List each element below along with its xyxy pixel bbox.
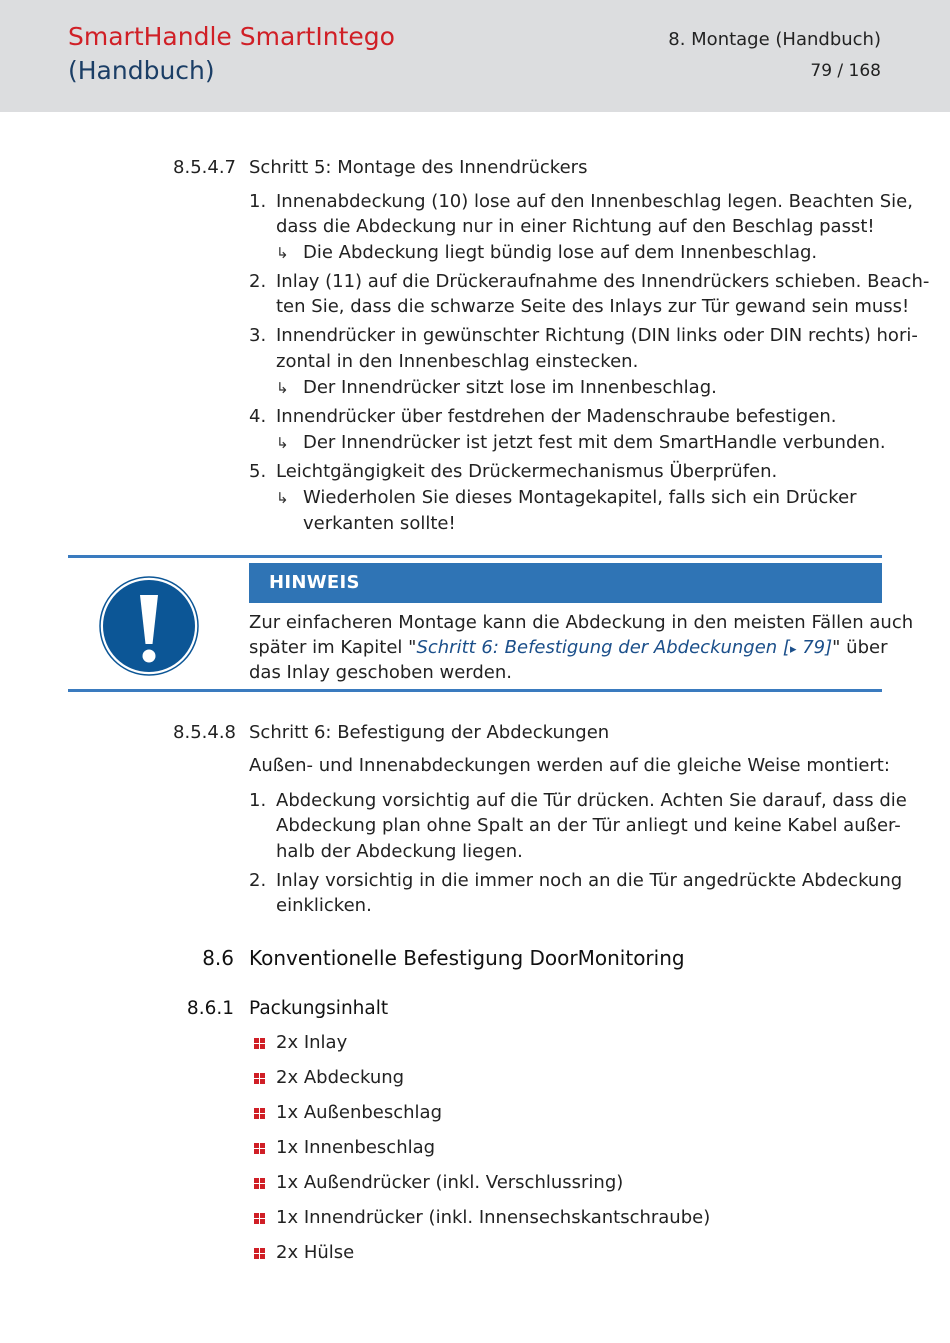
brand-subtitle: (Handbuch) (68, 56, 215, 85)
step-result: verkanten sollte! (303, 513, 456, 534)
red-bullet-icon (254, 1248, 265, 1259)
note-text-part: später im Kapitel " (249, 637, 417, 658)
package-item: 2x Abdeckung (276, 1067, 405, 1088)
red-bullet-icon (254, 1073, 265, 1084)
note-text-part: " über (832, 637, 888, 658)
package-item: 1x Innendrücker (inkl. Innensechskantschraube) (276, 1207, 711, 1228)
step-text: Inlay vorsichtig in die immer noch an die Tür angedrückte Abdeckung (276, 870, 903, 891)
red-bullet-icon (254, 1108, 265, 1119)
note-bottom-rule (68, 689, 882, 692)
chapter-link-label: Schritt 6: Befestigung der Abdeckungen [ (416, 637, 790, 658)
brand-title: SmartHandle SmartIntego (68, 22, 395, 51)
section-number: 8.5.4.8 (173, 722, 236, 743)
subheading-title: Packungsinhalt (249, 998, 389, 1019)
section-number: 8.5.4.7 (173, 157, 236, 178)
package-item: 1x Innenbeschlag (276, 1137, 436, 1158)
heading-title: Konventionelle Befestigung DoorMonitoring (249, 946, 685, 970)
step-text: zontal in den Innenbeschlag einstecken. (276, 351, 639, 372)
step-number: 2. (249, 271, 267, 292)
red-bullet-icon (254, 1178, 265, 1189)
step-text: einklicken. (276, 895, 372, 916)
section-title: Schritt 5: Montage des Innendrückers (249, 157, 588, 178)
step-number: 5. (249, 461, 267, 482)
step-result: Der Innendrücker ist jetzt fest mit dem SmartHandle verbunden. (303, 432, 886, 453)
red-bullet-icon (254, 1038, 265, 1049)
step-text: Abdeckung plan ohne Spalt an der Tür anliegt und keine Kabel außer- (276, 815, 901, 836)
page-header (0, 0, 950, 112)
step-text: Innendrücker in gewünschter Richtung (DIN links oder DIN rechts) hori- (276, 325, 918, 346)
step-number: 4. (249, 406, 267, 427)
note-header (249, 563, 882, 603)
page-arrow-icon: ▸ (789, 642, 797, 657)
step-number: 1. (249, 191, 267, 212)
step-text: Abdeckung vorsichtig auf die Tür drücken. Achten Sie darauf, dass die (276, 790, 907, 811)
chapter-title: 8. Montage (Handbuch) (668, 29, 881, 50)
note-text: das Inlay geschoben werden. (249, 662, 513, 683)
heading-number: 8.6 (202, 946, 234, 970)
section-title: Schritt 6: Befestigung der Abdeckungen (249, 722, 610, 743)
package-item: 2x Hülse (276, 1242, 355, 1263)
note-text (249, 637, 887, 658)
note-title: HINWEIS (269, 572, 360, 593)
note-top-rule (68, 555, 882, 558)
package-item: 1x Außendrücker (inkl. Verschlussring) (276, 1172, 624, 1193)
step-text: dass die Abdeckung nur in einer Richtung auf den Beschlag passt! (276, 216, 875, 237)
step-result: Der Innendrücker sitzt lose im Innenbeschlag. (303, 377, 717, 398)
result-arrow-icon: ↳ (276, 244, 289, 262)
page-number: 79 / 168 (810, 61, 881, 81)
result-arrow-icon: ↳ (276, 434, 289, 452)
red-bullet-icon (254, 1213, 265, 1224)
step-text: Innendrücker über festdrehen der Madenschraube befestigen. (276, 406, 837, 427)
result-arrow-icon: ↳ (276, 379, 289, 397)
subheading-number: 8.6.1 (186, 998, 234, 1019)
section-intro: Außen- und Innenabdeckungen werden auf die gleiche Weise montiert: (249, 755, 890, 776)
step-result: Wiederholen Sie dieses Montagekapitel, falls sich ein Drücker (303, 487, 857, 508)
chapter-link[interactable] (416, 637, 832, 658)
step-text: ten Sie, dass die schwarze Seite des Inlays zur Tür gewand sein muss! (276, 296, 910, 317)
step-number: 2. (249, 870, 267, 891)
result-arrow-icon: ↳ (276, 489, 289, 507)
step-text: Inlay (11) auf die Drückeraufnahme des Innendrückers schieben. Beach- (276, 271, 930, 292)
step-text: Innenabdeckung (10) lose auf den Innenbeschlag legen. Beachten Sie, (276, 191, 913, 212)
step-text: halb der Abdeckung liegen. (276, 841, 523, 862)
step-number: 3. (249, 325, 267, 346)
chapter-link-page: 79] (796, 637, 833, 658)
package-item: 1x Außenbeschlag (276, 1102, 443, 1123)
step-result: Die Abdeckung liegt bündig lose auf dem Innenbeschlag. (303, 242, 818, 263)
step-text: Leichtgängigkeit des Drückermechanismus Überprüfen. (276, 461, 778, 482)
step-number: 1. (249, 790, 267, 811)
package-item: 2x Inlay (276, 1032, 348, 1053)
exclamation-icon (99, 576, 199, 676)
note-text: Zur einfacheren Montage kann die Abdeckung in den meisten Fällen auch (249, 612, 914, 633)
red-bullet-icon (254, 1143, 265, 1154)
